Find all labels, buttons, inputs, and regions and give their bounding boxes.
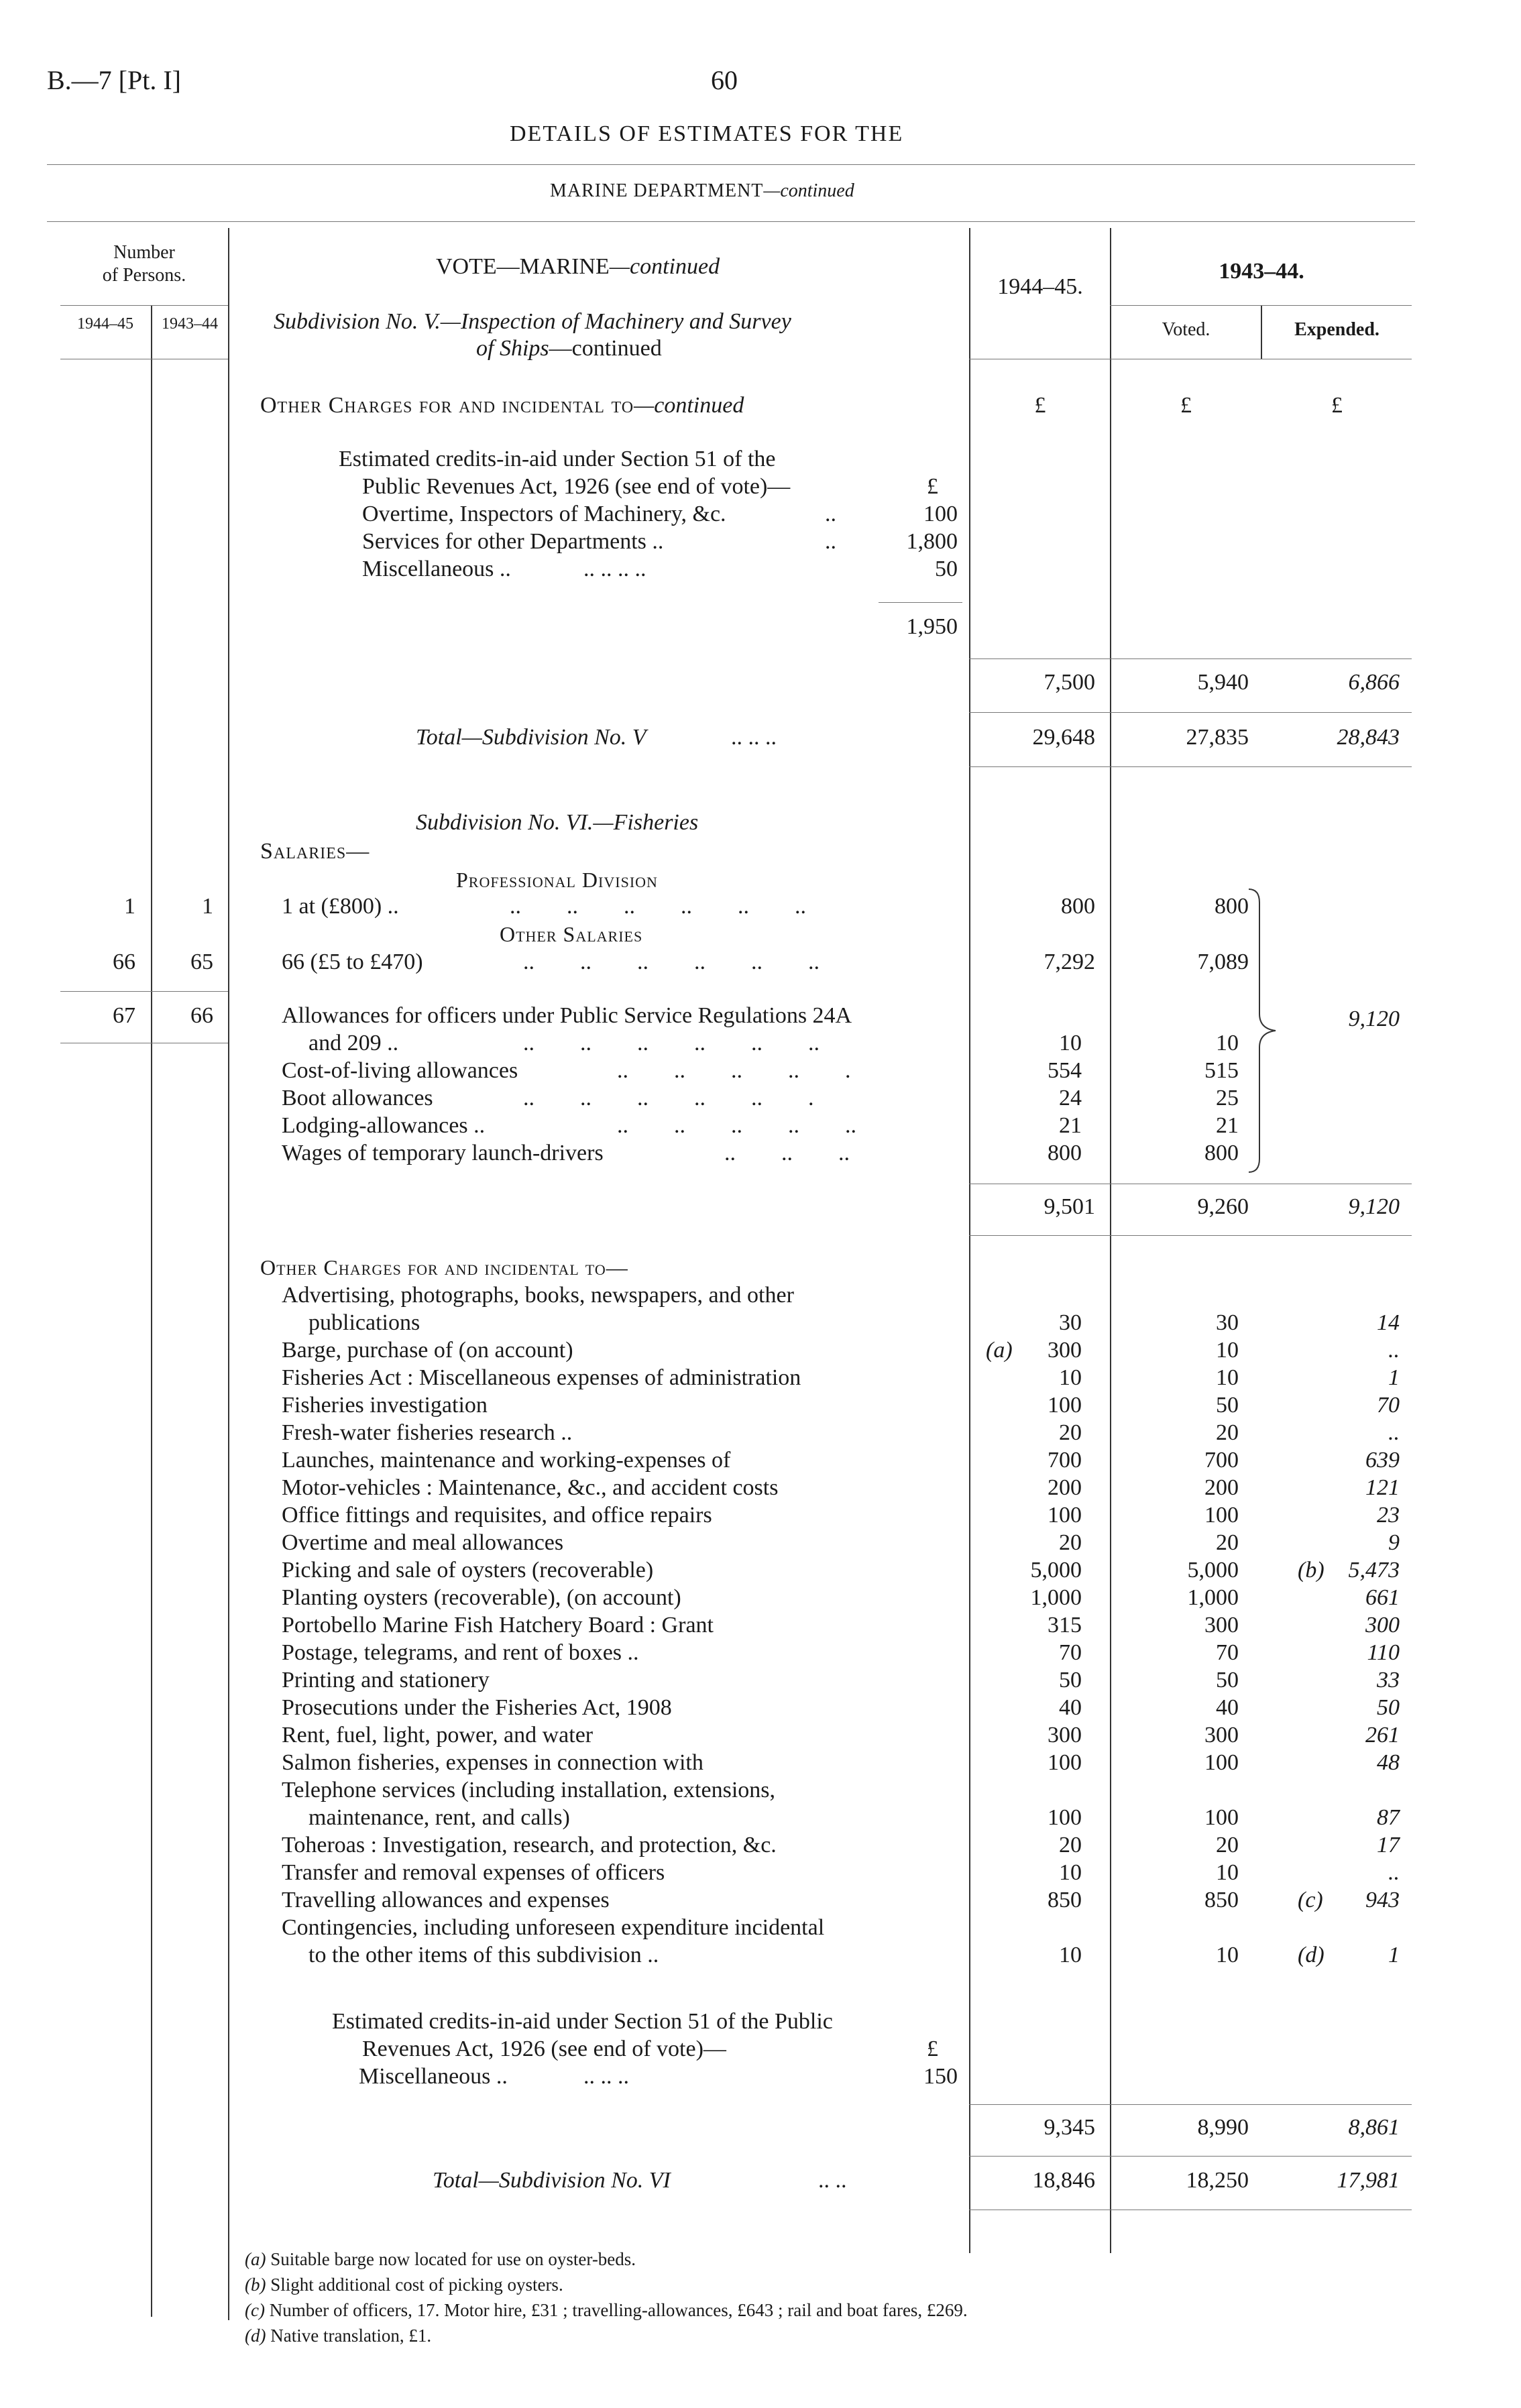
- oc-item-voted: 100: [1204, 1805, 1239, 1830]
- allowance-current: 24: [1059, 1086, 1082, 1110]
- sub6-oc-total-voted: 8,990: [1197, 2115, 1249, 2140]
- oc-item-label: Fisheries Act : Miscellaneous expenses of administration: [282, 1365, 801, 1390]
- sub5-oc-rule-top: [969, 658, 1412, 659]
- leader-dots: .. .. .. .. .. ..: [523, 950, 820, 974]
- footnote: [245, 2273, 563, 2296]
- oc-item-voted: 10: [1216, 1365, 1239, 1390]
- oc-item-current: 100: [1048, 1750, 1082, 1775]
- expended-heading: Expended.: [1294, 319, 1379, 340]
- oc-item-label: Telephone services (including installation, extensions,: [282, 1778, 775, 1802]
- leader-dots: .. .. .. .. ..: [617, 1113, 856, 1138]
- oc-item-label: Fisheries investigation: [282, 1393, 488, 1418]
- sub6-prof-division: Professional Division: [456, 868, 658, 892]
- oc-item-expended: 9: [1388, 1530, 1400, 1555]
- oc-item-expended: 5,473: [1348, 1558, 1400, 1583]
- pound-expended: £: [1331, 393, 1343, 418]
- oc-item-label-cont: maintenance, rent, and calls): [308, 1805, 570, 1830]
- footnote: [245, 2299, 968, 2321]
- sub5-total-current: 29,648: [1032, 725, 1095, 750]
- oc-item-expended: 110: [1367, 1640, 1400, 1665]
- sub5-total-rule: [969, 766, 1412, 767]
- sub5-title-line2: of Ships—continued: [476, 336, 662, 361]
- sub5-credit-dots: .. .. .. ..: [583, 557, 646, 581]
- sub5-credits-rule: [879, 602, 962, 603]
- persons-prev: 1: [202, 894, 213, 919]
- oc-item-current: 850: [1048, 1888, 1082, 1912]
- sub6-salaries-total-current: 9,501: [1044, 1194, 1095, 1219]
- oc-item-expended: 1: [1388, 1943, 1400, 1967]
- allowance-current: 10: [1059, 1031, 1082, 1055]
- sub5-credit-label: Miscellaneous ..: [362, 557, 511, 581]
- sub6-title: Subdivision No. VI.—Fisheries: [416, 810, 699, 835]
- oc-item-current: 315: [1048, 1613, 1082, 1638]
- oc-item-current: 700: [1048, 1448, 1082, 1473]
- footnote-tag: (b): [245, 2275, 271, 2295]
- sub5-oc-rule-bottom: [969, 712, 1412, 713]
- oc-item-voted: 200: [1204, 1475, 1239, 1500]
- oc-item-expended: 14: [1377, 1310, 1400, 1335]
- oc-item-voted: 850: [1204, 1888, 1239, 1912]
- oc-item-label: Fresh-water fisheries research ..: [282, 1420, 573, 1445]
- oc-item-voted: 5,000: [1187, 1558, 1239, 1583]
- sub5-credits-line1: Estimated credits-in-aid under Section 51 of the: [339, 447, 776, 471]
- persons-head-rule: [60, 305, 228, 306]
- oc-item-current: 70: [1059, 1640, 1082, 1665]
- leader-dots: .. .. .. .. .. ..: [523, 1031, 820, 1055]
- oc-item-note-ref: (a): [986, 1338, 1013, 1363]
- sub6-total-label: Total—Subdivision No. VI: [433, 2168, 671, 2193]
- oc-item-current: 100: [1048, 1393, 1082, 1418]
- leader-dots: .. .. .. .. .. .: [523, 1086, 814, 1110]
- oc-item-label: Advertising, photographs, books, newspapers, and other: [282, 1283, 794, 1308]
- persons-year-current: 1944–45: [77, 315, 133, 333]
- oc-item-voted: 40: [1216, 1695, 1239, 1720]
- allowance-voted: 21: [1216, 1113, 1239, 1138]
- oc-item-current: 20: [1059, 1833, 1082, 1857]
- oc-item-voted: 100: [1204, 1750, 1239, 1775]
- oc-item-expended: 50: [1377, 1695, 1400, 1720]
- sub6-salary-current: 800: [1061, 894, 1095, 919]
- oc-item-label: Travelling allowances and expenses: [282, 1888, 610, 1912]
- allowance-label: Cost-of-living allowances: [282, 1058, 518, 1083]
- allowance-label: Wages of temporary launch-drivers: [282, 1141, 604, 1165]
- oc-item-current: 40: [1059, 1695, 1082, 1720]
- sub6-credits-line1: Estimated credits-in-aid under Section 51 of the Public: [332, 2009, 833, 2034]
- allowance-label: Boot allowances: [282, 1086, 433, 1110]
- allowance-current: 21: [1059, 1113, 1082, 1138]
- oc-item-label: Toheroas : Investigation, research, and protection, &c.: [282, 1833, 777, 1857]
- page-reference: B.—7 [Pt. I]: [47, 65, 181, 95]
- sub6-salaries-rule-bottom: [969, 1235, 1412, 1236]
- right-brace: [1246, 886, 1286, 1175]
- persons-total-current: 67: [113, 1003, 135, 1028]
- oc-item-expended: 48: [1377, 1750, 1400, 1775]
- footnote-text: Native translation, £1.: [270, 2326, 432, 2346]
- sub5-total-dots: .. .. ..: [731, 725, 777, 750]
- leader-dots: .. .. ..: [724, 1141, 850, 1165]
- footnote-text: Number of officers, 17. Motor hire, £31 ; travelling-allowances, £643 ; rail and boat fares, £269.: [269, 2300, 968, 2320]
- oc-item-current: 10: [1059, 1943, 1082, 1967]
- oc-item-voted: 20: [1216, 1530, 1239, 1555]
- oc-item-current: 300: [1048, 1338, 1082, 1363]
- oc-item-label: Office fittings and requisites, and office repairs: [282, 1503, 712, 1528]
- subtitle-rule: [47, 221, 1415, 222]
- oc-item-label: Planting oysters (recoverable), (on account): [282, 1585, 681, 1610]
- sub5-credit-dots: ..: [825, 529, 836, 554]
- oc-item-voted: 30: [1216, 1310, 1239, 1335]
- footnote-tag: (d): [245, 2326, 271, 2346]
- persons-total-rule: [60, 991, 228, 992]
- oc-item-voted: 300: [1204, 1613, 1239, 1638]
- oc-item-expended: 70: [1377, 1393, 1400, 1418]
- oc-item-expended: 23: [1377, 1503, 1400, 1528]
- sub5-total-voted: 27,835: [1186, 725, 1249, 750]
- sub5-oc-total-expended: 6,866: [1348, 670, 1400, 695]
- oc-item-voted: 50: [1216, 1668, 1239, 1693]
- sub6-total-expended: 17,981: [1337, 2168, 1400, 2193]
- oc-item-label-cont: publications: [308, 1310, 420, 1335]
- persons-right-border: [228, 228, 229, 2320]
- persons-current: 1: [124, 894, 135, 919]
- persons-current: 66: [113, 950, 135, 974]
- oc-item-voted: 100: [1204, 1503, 1239, 1528]
- allowance-voted: 25: [1216, 1086, 1239, 1110]
- pound-current: £: [1034, 393, 1046, 418]
- allowance-label: and 209 ..: [308, 1031, 399, 1055]
- leader-dots: .. .. .. .. .: [617, 1058, 851, 1083]
- oc-item-label: Salmon fisheries, expenses in connection with: [282, 1750, 703, 1775]
- sub6-total-voted: 18,250: [1186, 2168, 1249, 2193]
- page-title: DETAILS OF ESTIMATES FOR THE: [510, 121, 904, 146]
- oc-item-expended: 300: [1365, 1613, 1400, 1638]
- oc-item-voted: 10: [1216, 1860, 1239, 1885]
- sub5-credit-amount: 50: [935, 557, 958, 581]
- sub6-oc-label: Other Charges for and incidental to—: [260, 1255, 628, 1279]
- oc-item-expended: ..: [1388, 1860, 1400, 1885]
- sub6-credits-pound: £: [927, 2037, 938, 2061]
- oc-item-expended: 17: [1377, 1833, 1400, 1857]
- oc-item-current: 20: [1059, 1420, 1082, 1445]
- sub6-credits-misc-dots: .. .. ..: [583, 2064, 629, 2089]
- oc-item-expended: 639: [1365, 1448, 1400, 1473]
- oc-item-expended: 87: [1377, 1805, 1400, 1830]
- sub5-total-label: Total—Subdivision No. V: [416, 725, 646, 750]
- oc-item-current: 1,000: [1030, 1585, 1082, 1610]
- oc-item-label: Barge, purchase of (on account): [282, 1338, 573, 1363]
- oc-item-current: 5,000: [1030, 1558, 1082, 1583]
- sub6-salaries-total-voted: 9,260: [1197, 1194, 1249, 1219]
- oc-item-current: 10: [1059, 1860, 1082, 1885]
- oc-item-label: Prosecutions under the Fisheries Act, 1908: [282, 1695, 672, 1720]
- persons-heading: Number of Persons.: [102, 242, 186, 286]
- page-subtitle: MARINE DEPARTMENT—continued: [550, 180, 854, 201]
- oc-item-current: 10: [1059, 1365, 1082, 1390]
- sub5-title: Subdivision No. V.—Inspection of Machinery and Survey: [274, 309, 791, 334]
- oc-item-expended: ..: [1388, 1338, 1400, 1363]
- vote-heading: VOTE—MARINE—continued: [436, 254, 720, 279]
- oc-item-voted: 20: [1216, 1420, 1239, 1445]
- sub5-other-charges-label: Other Charges for and incidental to—continued: [260, 393, 744, 418]
- oc-item-current: 50: [1059, 1668, 1082, 1693]
- oc-item-expended: 261: [1365, 1723, 1400, 1747]
- sub5-credits-pound: £: [927, 474, 938, 499]
- oc-item-current: 100: [1048, 1503, 1082, 1528]
- oc-item-label: Transfer and removal expenses of officers: [282, 1860, 665, 1885]
- sub5-credits-line2: Public Revenues Act, 1926 (see end of vote)—: [362, 474, 791, 499]
- allowance-voted: 10: [1216, 1031, 1239, 1055]
- oc-item-voted: 50: [1216, 1393, 1239, 1418]
- sub6-salary-label: 1 at (£800) ..: [282, 894, 399, 919]
- persons-col-divider: [151, 305, 152, 2317]
- oc-item-current: 30: [1059, 1310, 1082, 1335]
- persons-year-prev: 1943–44: [162, 315, 218, 333]
- pound-voted: £: [1180, 393, 1192, 418]
- sub6-salaries-label: Salaries—: [260, 839, 370, 864]
- oc-item-voted: 70: [1216, 1640, 1239, 1665]
- persons-prev: 65: [190, 950, 213, 974]
- sub5-credit-label: Overtime, Inspectors of Machinery, &c.: [362, 502, 726, 526]
- oc-item-expended: 943: [1365, 1888, 1400, 1912]
- oc-item-current: 300: [1048, 1723, 1082, 1747]
- sub5-oc-total-voted: 5,940: [1197, 670, 1249, 695]
- persons-total-prev: 66: [190, 1003, 213, 1028]
- oc-item-expended-note: (d): [1298, 1943, 1325, 1967]
- leader-dots: .. .. .. .. .. ..: [510, 894, 806, 919]
- oc-item-label: Contingencies, including unforeseen expenditure incidental: [282, 1915, 825, 1940]
- oc-item-expended: ..: [1388, 1420, 1400, 1445]
- allowance-voted: 800: [1204, 1141, 1239, 1165]
- sub6-other-salaries: Other Salaries: [500, 922, 643, 946]
- oc-item-label: Rent, fuel, light, power, and water: [282, 1723, 594, 1747]
- footnote: [245, 2324, 431, 2347]
- oc-item-voted: 300: [1204, 1723, 1239, 1747]
- oc-item-expended-note: (b): [1298, 1558, 1325, 1583]
- sub6-credits-misc-amount: 150: [923, 2064, 958, 2089]
- sub6-salary-voted: 7,089: [1197, 950, 1249, 974]
- bracket-expended-total: 9,120: [1348, 1007, 1400, 1031]
- allowance-current: 800: [1048, 1141, 1082, 1165]
- year-prev-rule: [1110, 305, 1412, 306]
- sub5-credit-label: Services for other Departments ..: [362, 529, 664, 554]
- oc-item-current: 20: [1059, 1530, 1082, 1555]
- sub5-total-expended: 28,843: [1337, 725, 1400, 750]
- sub6-oc-total-rule: [969, 2104, 1412, 2105]
- oc-item-voted: 1,000: [1187, 1585, 1239, 1610]
- oc-item-voted: 10: [1216, 1943, 1239, 1967]
- oc-item-current: 100: [1048, 1805, 1082, 1830]
- sub6-total-current: 18,846: [1032, 2168, 1095, 2193]
- voted-heading: Voted.: [1162, 319, 1210, 340]
- oc-item-label: Picking and sale of oysters (recoverable): [282, 1558, 654, 1583]
- title-rule: [47, 164, 1415, 165]
- sub5-oc-total-current: 7,500: [1044, 670, 1095, 695]
- oc-item-expended: 661: [1365, 1585, 1400, 1610]
- oc-item-label: Launches, maintenance and working-expenses of: [282, 1448, 731, 1473]
- sub5-credits-total: 1,950: [906, 614, 958, 639]
- allowance-voted: 515: [1204, 1058, 1239, 1083]
- sub5-credit-amount: 1,800: [906, 529, 958, 554]
- oc-item-voted: 700: [1204, 1448, 1239, 1473]
- year-current-heading: 1944–45.: [997, 274, 1083, 299]
- footnote-text: Slight additional cost of picking oysters.: [270, 2275, 563, 2295]
- oc-item-expended: 33: [1377, 1668, 1400, 1693]
- footnote-tag: (c): [245, 2300, 270, 2320]
- allowance-current: 554: [1048, 1058, 1082, 1083]
- sub6-oc-total-expended: 8,861: [1348, 2115, 1400, 2140]
- sub5-credit-dots: ..: [825, 502, 836, 526]
- oc-item-voted: 10: [1216, 1338, 1239, 1363]
- sub6-salaries-total-expended: 9,120: [1348, 1194, 1400, 1219]
- oc-item-expended: 121: [1365, 1475, 1400, 1500]
- oc-item-current: 200: [1048, 1475, 1082, 1500]
- footnote-text: Suitable barge now located for use on oyster-beds.: [270, 2249, 636, 2269]
- footnote: [245, 2248, 636, 2271]
- sub6-credits-misc: Miscellaneous ..: [359, 2064, 508, 2089]
- oc-item-voted: 20: [1216, 1833, 1239, 1857]
- sub6-salary-current: 7,292: [1044, 950, 1095, 974]
- oc-item-label: Motor-vehicles : Maintenance, &c., and accident costs: [282, 1475, 779, 1500]
- sub6-total-dots: .. ..: [818, 2168, 847, 2193]
- sub5-credit-amount: 100: [923, 502, 958, 526]
- oc-item-label: Portobello Marine Fish Hatchery Board : Grant: [282, 1613, 714, 1638]
- sub6-allowances-heading: Allowances for officers under Public Service Regulations 24A: [282, 1003, 852, 1028]
- sub6-oc-total-current: 9,345: [1044, 2115, 1095, 2140]
- oc-item-expended: 1: [1388, 1365, 1400, 1390]
- oc-item-expended-note: (c): [1298, 1888, 1323, 1912]
- sub6-credits-line2: Revenues Act, 1926 (see end of vote)—: [362, 2037, 726, 2061]
- oc-item-label: Overtime and meal allowances: [282, 1530, 564, 1555]
- sub6-oc-total-rule-bottom: [969, 2156, 1412, 2157]
- page-number: 60: [711, 65, 738, 95]
- oc-item-label-cont: to the other items of this subdivision ..: [308, 1943, 659, 1967]
- sub6-salary-label: 66 (£5 to £470): [282, 950, 423, 974]
- footnote-tag: (a): [245, 2249, 271, 2269]
- allowance-label: Lodging-allowances ..: [282, 1113, 486, 1138]
- oc-item-label: Printing and stationery: [282, 1668, 490, 1693]
- sub6-salary-voted: 800: [1215, 894, 1249, 919]
- year-prev-heading: 1943–44.: [1219, 259, 1304, 284]
- oc-item-label: Postage, telegrams, and rent of boxes ..: [282, 1640, 639, 1665]
